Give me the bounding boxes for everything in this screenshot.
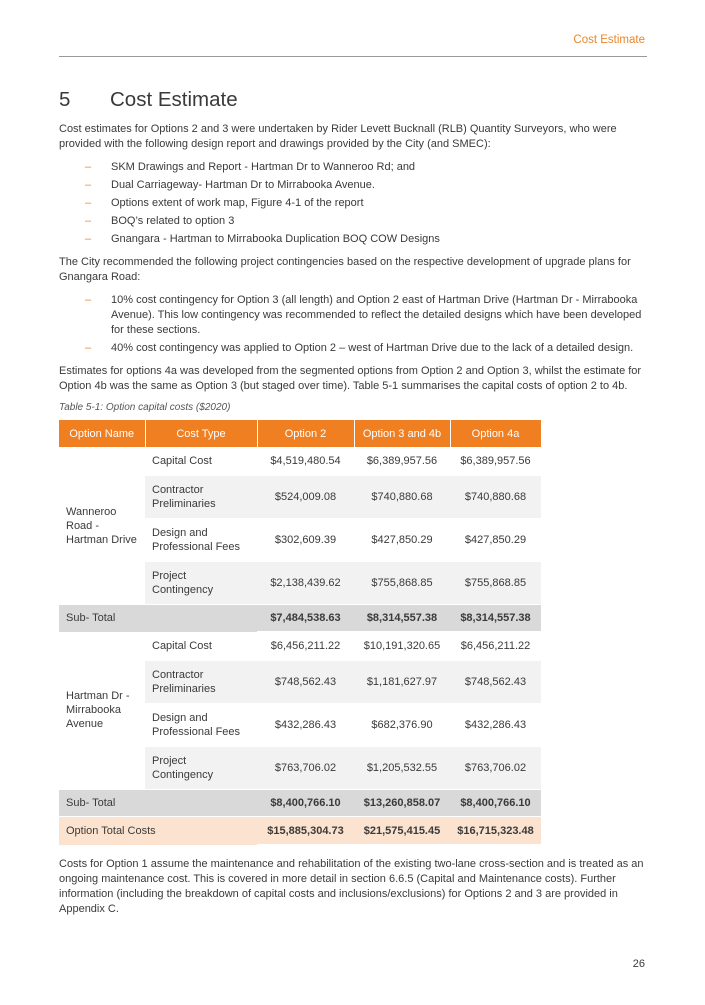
list-item: – 10% cost contingency for Option 3 (all length) and Option 2 east of Hartman Drive (Hartman Dr - Mirrabooka Avenue). This low contingency was recommended to reflect the detailed designs which have been developed for these sections. (111, 293, 646, 338)
subtotal-value: $13,260,858.07 (354, 790, 450, 817)
value-cell: $10,191,320.65 (354, 632, 450, 661)
value-cell: $740,880.68 (354, 476, 450, 519)
value-cell: $748,562.43 (257, 661, 354, 704)
value-cell: $682,376.90 (354, 704, 450, 747)
subtotal-row (59, 790, 541, 817)
list-item: – BOQ’s related to option 3 (111, 214, 646, 229)
table-caption: Table 5-1: Option capital costs ($2020) (59, 402, 231, 413)
value-cell: $2,138,439.62 (257, 562, 354, 605)
total-value: $15,885,304.73 (257, 817, 354, 845)
table-row (59, 447, 541, 476)
contingencies-list (59, 293, 646, 356)
value-cell: $763,706.02 (257, 747, 354, 790)
value-cell: $748,562.43 (450, 661, 541, 704)
cost-type-cell: Contractor Preliminaries (145, 476, 257, 519)
value-cell: $432,286.43 (450, 704, 541, 747)
subtotal-row (59, 605, 541, 632)
cost-type-cell: Capital Cost (145, 447, 257, 476)
value-cell: $763,706.02 (450, 747, 541, 790)
capital-costs-table (59, 420, 542, 845)
subtotal-value: $8,400,766.10 (257, 790, 354, 817)
page-content (59, 88, 646, 925)
section-heading (59, 88, 646, 112)
intro-paragraph: Cost estimates for Options 2 and 3 were undertaken by Rider Levett Bucknall (RLB) Quantity Surveyors, who were provided with the following design report and drawings provided by the City (and SMEC): (59, 123, 617, 150)
section-number: 5 (59, 88, 71, 111)
column-header: Option 4a (450, 420, 541, 447)
list-item: – Gnangara - Hartman to Mirrabooka Duplication BOQ COW Designs (111, 232, 646, 247)
value-cell: $6,389,957.56 (450, 447, 541, 476)
value-cell: $524,009.08 (257, 476, 354, 519)
list-item: – Options extent of work map, Figure 4-1 of the report (111, 196, 646, 211)
subtotal-value: $8,314,557.38 (450, 605, 541, 632)
contingency-intro-paragraph: The City recommended the following project contingencies based on the respective development of upgrade plans for Gnangara Road: (59, 256, 631, 283)
value-cell: $427,850.29 (354, 519, 450, 562)
value-cell: $755,868.85 (450, 562, 541, 605)
value-cell: $4,519,480.54 (257, 447, 354, 476)
estimates-paragraph: Estimates for options 4a was developed from the segmented options from Option 2 and Option 3, whilst the estimate for Option 4b was the same as Option 3 (but staged over time). Table 5-1 summarises the capital costs of option 2 to 4b. (59, 365, 642, 392)
value-cell: $6,389,957.56 (354, 447, 450, 476)
column-header: Option 3 and 4b (354, 420, 450, 447)
total-label: Option Total Costs (59, 817, 257, 845)
table-header-row (59, 420, 541, 447)
list-item: – 40% cost contingency was applied to Option 2 – west of Hartman Drive due to the lack of a detailed design. (111, 341, 646, 356)
documents-list (59, 160, 646, 247)
subtotal-label: Sub- Total (59, 790, 257, 817)
value-cell: $1,181,627.97 (354, 661, 450, 704)
group-name-cell: Hartman Dr - Mirrabooka Avenue (59, 632, 145, 790)
value-cell: $1,205,532.55 (354, 747, 450, 790)
list-item: – SKM Drawings and Report - Hartman Dr to Wanneroo Rd; and (111, 160, 646, 175)
page-number: 26 (632, 958, 645, 970)
cost-type-cell: Capital Cost (145, 632, 257, 661)
cost-type-cell: Project Contingency (145, 747, 257, 790)
total-row (59, 817, 541, 845)
closing-paragraph: Costs for Option 1 assume the maintenance and rehabilitation of the existing two-lane cross-section and is treated as an ongoing maintenance cost. This is covered in more detail in section 6.6.5 (Capital and Maintenance costs). Further information (including the breakdown of capital costs and inclusions/exclusions) for Options 2 and 3 are provided in Appendix C. (59, 858, 644, 915)
section-title: Cost Estimate (110, 88, 238, 111)
value-cell: $740,880.68 (450, 476, 541, 519)
running-header: Cost Estimate (573, 34, 645, 46)
cost-type-cell: Design and Professional Fees (145, 519, 257, 562)
total-value: $16,715,323.48 (450, 817, 541, 845)
header-divider (59, 56, 647, 57)
total-value: $21,575,415.45 (354, 817, 450, 845)
table-row (59, 632, 541, 661)
cost-type-cell: Project Contingency (145, 562, 257, 605)
cost-type-cell: Design and Professional Fees (145, 704, 257, 747)
value-cell: $6,456,211.22 (257, 632, 354, 661)
cost-type-cell: Contractor Preliminaries (145, 661, 257, 704)
subtotal-value: $8,314,557.38 (354, 605, 450, 632)
list-item: – Dual Carriageway- Hartman Dr to Mirrabooka Avenue. (111, 178, 646, 193)
value-cell: $6,456,211.22 (450, 632, 541, 661)
subtotal-value: $8,400,766.10 (450, 790, 541, 817)
value-cell: $427,850.29 (450, 519, 541, 562)
value-cell: $432,286.43 (257, 704, 354, 747)
column-header: Option Name (59, 420, 145, 447)
column-header: Cost Type (145, 420, 257, 447)
value-cell: $302,609.39 (257, 519, 354, 562)
value-cell: $755,868.85 (354, 562, 450, 605)
subtotal-value: $7,484,538.63 (257, 605, 354, 632)
column-header: Option 2 (257, 420, 354, 447)
subtotal-label: Sub- Total (59, 605, 257, 632)
group-name-cell: Wanneroo Road - Hartman Drive (59, 447, 145, 605)
